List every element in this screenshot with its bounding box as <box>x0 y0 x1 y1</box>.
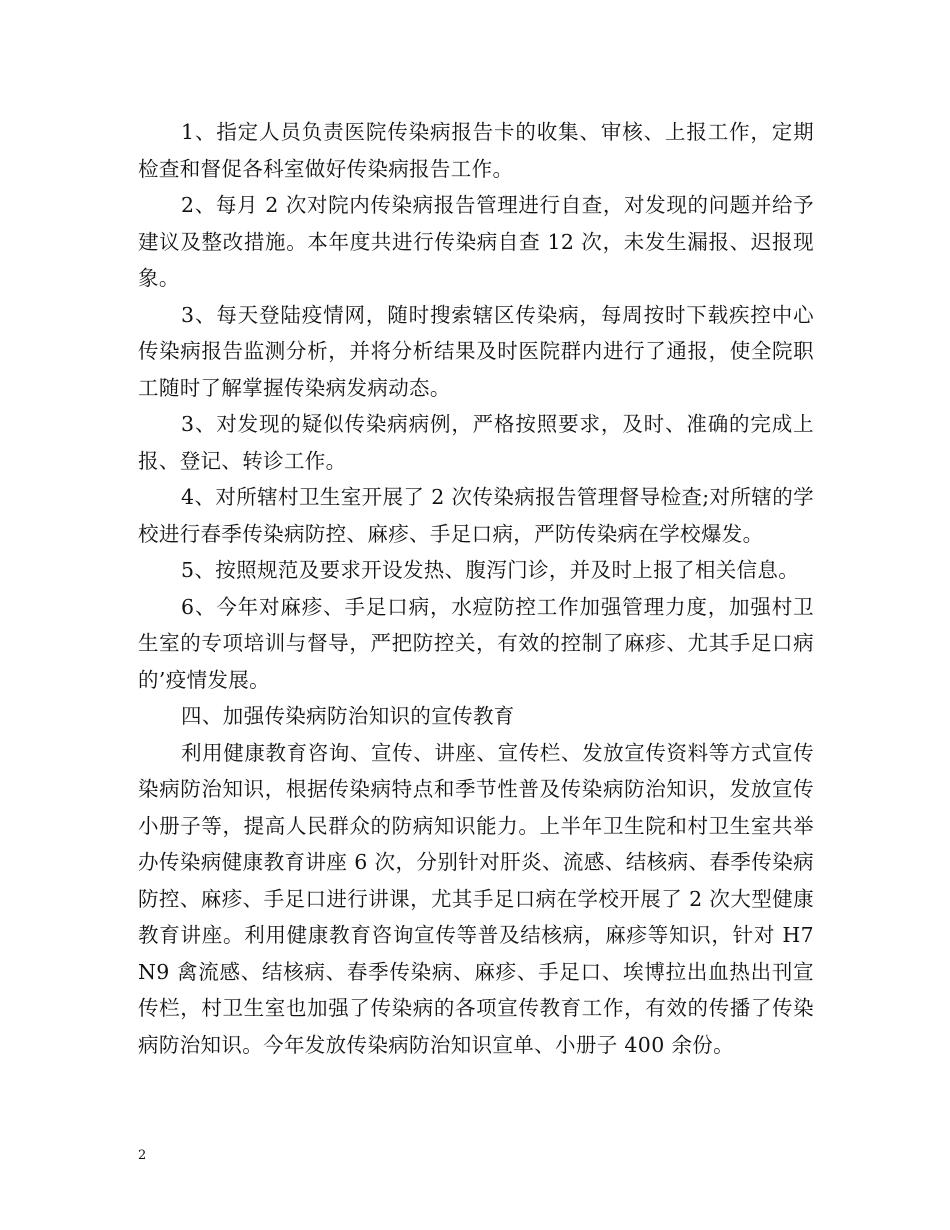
paragraph-suspected-cases: 3、对发现的疑似传染病病例，严格按照要求，及时、准确的完成上报、登记、转诊工作。 <box>138 412 814 473</box>
paragraph-fever-diarrhea-clinic: 5、按照规范及要求开设发热、腹泻门诊，并及时上报了相关信息。 <box>181 558 800 582</box>
paragraph-monthly-self-check: 2、每月 2 次对院内传染病报告管理进行自查，对发现的问题并给予建议及整改措施。本年度共进行传染病自查 12 次，未发生漏报、迟报现象。 <box>138 193 814 290</box>
document-body <box>138 114 814 1063</box>
section-heading-health-education: 四、加强传染病防治知识的宣传教育 <box>181 704 515 728</box>
paragraph-epidemic-network: 3、每天登陆疫情网，随时搜索辖区传染病，每周按时下载疾控中心传染病报告监测分析，并将分析结果及时医院群内进行了通报，使全院职工随时了解掌握传染病发病动态。 <box>138 302 814 400</box>
paragraph-report-card-duty: 1、指定人员负责医院传染病报告卡的收集、审核、上报工作，定期检查和督促各科室做好传染病报告工作。 <box>138 120 814 181</box>
paragraph-measles-hfmd-control: 6、今年对麻疹、手足口病，水痘防控工作加强管理力度，加强村卫生室的专项培训与督导，严把防控关，有效的控制了麻疹、尤其手足口病的’疫情发展。 <box>138 594 814 692</box>
paragraph-health-education: 利用健康教育咨询、宣传、讲座、宣传栏、发放宣传资料等方式宣传染病防治知识，根据传染病特点和季节性普及传染病防治知识，发放宣传小册子等，提高人民群众的防病知识能力。上半年卫生院和村卫生室共举办传染病健康教育讲座 6 次，分别针对肝炎、流感、结核病、春季传染病防控、麻疹、手足口进行讲课，尤其手足口病在学校开展了 2 次大型健康教育讲座。利用健康教育咨询宣传等普及结核病，麻疹等知识，针对 H7N9 禽流感、结核病、春季传染病、麻疹、手足口、埃博拉出血热出刊宣传栏，村卫生室也加强了传染病的各项宣传教育工作，有效的传播了传染病防治知识。今年发放传染病防治知识宣单、小册子 400 余份。 <box>138 740 814 1057</box>
page-number: 2 <box>138 1148 147 1163</box>
paragraph-village-clinic-inspection: 4、对所辖村卫生室开展了 2 次传染病报告管理督导检查;对所辖的学校进行春季传染病防控、麻疹、手足口病，严防传染病在学校爆发。 <box>138 485 814 546</box>
